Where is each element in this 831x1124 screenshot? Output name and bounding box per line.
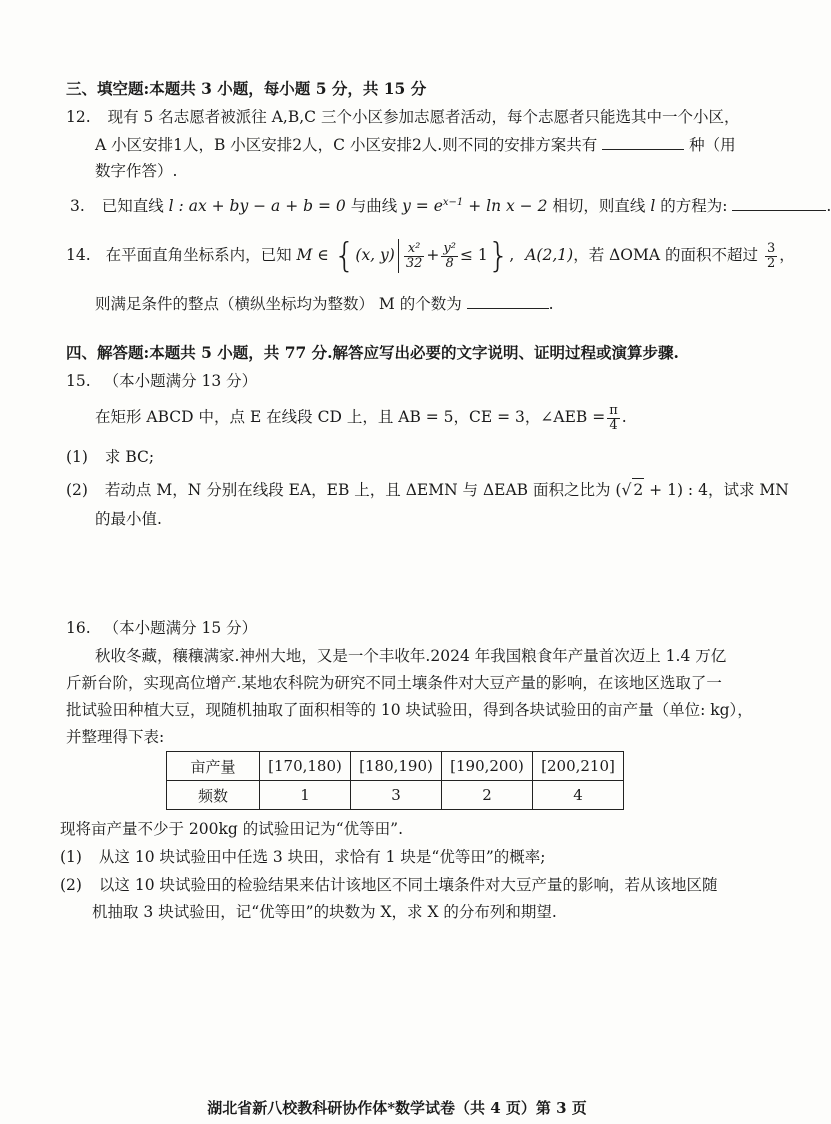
q14-end: . <box>548 295 554 313</box>
q13-end: . <box>826 197 831 216</box>
q16-para-1: 秋收冬藏，穰穰满家.神州大地，又是一个丰收年.2024 年我国粮食年产量首次迈上 1.4 万亿 <box>95 647 727 665</box>
q12-text-2: A 小区安排1人，B 小区安排2人，C 小区安排2人.则不同的安排方案共有 <box>95 136 598 154</box>
table-cell: 4 <box>533 781 624 810</box>
q13-line <box>70 192 831 217</box>
q16-header-line <box>66 617 257 639</box>
table-cell-label: 亩产量 <box>167 752 260 781</box>
table-row <box>167 781 624 810</box>
q13-number: 3. <box>70 197 85 216</box>
left-brace-icon: { <box>333 236 356 276</box>
q14-set-xy: (x, y) <box>355 246 395 264</box>
q15-p1-label: (1) <box>66 448 88 466</box>
table-cell: 2 <box>442 781 533 810</box>
q16-p1-text: 从这 10 块试验田中任选 3 块田，求恰有 1 块是“优等田”的概率; <box>98 848 546 866</box>
q13-l-var: l <box>650 197 656 216</box>
section-3-title: 三、填空题:本题共 3 小题，每小题 5 分，共 15 分 <box>66 79 427 98</box>
q13-text-a: 已知直线 <box>101 197 169 216</box>
q15-number: 15. <box>66 372 91 390</box>
q16-header: （本小题满分 15 分） <box>103 619 258 637</box>
q15-part-2 <box>66 478 789 501</box>
q16-note: 现将亩产量不少于 200kg 的试验田记为“优等田”. <box>60 820 404 838</box>
q13-curve-y: y = e <box>402 197 443 216</box>
q16-p2-line-2: 机抽取 3 块试验田，记“优等田”的块数为 X，求 X 的分布列和期望. <box>92 903 557 921</box>
page-footer: 湖北省新八校教科研协作体*数学试卷（共 4 页）第 3 页 <box>207 1099 587 1117</box>
table-cell: 3 <box>351 781 442 810</box>
q13-answer-blank[interactable] <box>732 194 826 211</box>
q16-part-2 <box>60 874 718 896</box>
table-cell-label: 频数 <box>167 781 260 810</box>
q12-line-3: 数字作答）. <box>95 162 178 180</box>
q15-p1-text: 求 BC; <box>104 448 155 466</box>
q16-number: 16. <box>66 619 91 637</box>
q12-answer-blank[interactable] <box>602 133 684 150</box>
q14-number: 14. <box>66 246 91 264</box>
section-4-title: 四、解答题:本题共 5 小题，共 77 分.解答应写出必要的文字说明、证明过程或演算步骤. <box>66 343 679 362</box>
q15-p2-text-a: 若动点 M，N 分别在线段 EA，EB 上，且 ΔEMN 与 ΔEAB 面积之比为 ( <box>104 481 622 499</box>
q14-frac-2: $\frac{\text{y²}}{8}$ <box>443 240 456 271</box>
q14-frac-3: $\frac{3}{2}$ <box>766 240 776 271</box>
q16-part-1 <box>60 846 546 868</box>
q14-text-c: ， <box>779 246 795 264</box>
right-brace-icon: } <box>487 236 510 276</box>
table-row <box>167 752 624 781</box>
table-cell: [190,200) <box>442 752 533 781</box>
q15-p2-label: (2) <box>66 481 88 499</box>
q12-line-1 <box>66 106 739 128</box>
q16-p1-label: (1) <box>60 848 82 866</box>
q15-header-line <box>66 370 257 392</box>
q12-number: 12. <box>66 108 91 126</box>
table-cell: [200,210] <box>533 752 624 781</box>
q12-text-2-tail: 种（用 <box>689 136 736 154</box>
q16-para-2: 斤新台阶，实现高位增产.某地农科院为研究不同土壤条件对大豆产量的影响，在该地区选取了一 <box>66 674 722 692</box>
q15-p2-text-b: + 1) : 4，试求 MN <box>644 481 789 499</box>
q15-header: （本小题满分 13 分） <box>103 372 258 390</box>
q13-curve-exponent: x−1 <box>442 197 464 208</box>
q15-stem: 在矩形 ABCD 中，点 E 在线段 CD 上，且 AB = 5，CE = 3，∠AEB = <box>95 408 606 426</box>
q13-text-d: 的方程为: <box>655 197 728 216</box>
q16-para-3: 批试验田种植大豆，现随机抽取了面积相等的 10 块试验田，得到各块试验田的亩产量（单位: kg）， <box>66 701 753 719</box>
q13-line-equation: l : ax + by − a + b = 0 <box>168 197 346 216</box>
q16-p2-label: (2) <box>60 876 82 894</box>
q15-angle-frac: $\frac{\pi}{4}$ <box>609 402 618 433</box>
q15-part-1 <box>66 446 154 468</box>
q14-le-one: ≤ 1 <box>459 246 488 264</box>
q15-stem-line <box>95 400 627 436</box>
q14-point-a: A(2,1) <box>525 246 574 264</box>
q14-line-1: 14. 在平面直角坐标系内，已知 M ∈ {(x, y) $\frac{\text{x²}}{32}$ + $\frac{\text{y²}}{8}$ ≤ 1}, A(2,1)，若 ΔOMA 的面积不超过 $\frac{3}{2}$ ， <box>66 236 795 276</box>
sqrt-icon: √ <box>621 481 632 499</box>
q14-text-b: ，若 ΔOMA 的面积不超过 <box>573 246 763 264</box>
set-bar-icon <box>398 239 399 273</box>
q16-para-4: 并整理得下表: <box>66 728 165 746</box>
q14-answer-blank[interactable] <box>467 292 549 309</box>
q12-line-2 <box>95 133 736 156</box>
q12-text-1: 现有 5 名志愿者被派往 A,B,C 三个小区参加志愿者活动，每个志愿者只能选其中一个小区， <box>107 108 740 126</box>
q14-text-line2: 则满足条件的整点（横纵坐标均为整数） M 的个数为 <box>95 295 462 313</box>
q14-line-2 <box>95 292 554 315</box>
table-cell: [180,190) <box>351 752 442 781</box>
q15-stem-end: . <box>621 408 627 426</box>
table-cell: [170,180) <box>260 752 351 781</box>
q15-p2-line-2: 的最小值. <box>95 510 162 528</box>
q14-plus: + <box>426 246 440 264</box>
q14-text-a: 在平面直角坐标系内，已知 <box>105 246 297 264</box>
yield-table <box>166 751 624 810</box>
q13-text-c: 相切，则直线 <box>547 197 651 216</box>
q13-text-b: 与曲线 <box>345 197 403 216</box>
q16-p2-text: 以这 10 块试验田的检验结果来估计该地区不同土壤条件对大豆产量的影响，若从该地区随 <box>98 876 718 894</box>
q14-m-in: M ∈ <box>296 246 329 264</box>
q13-curve-rest: + ln x − 2 <box>463 197 548 216</box>
table-cell: 1 <box>260 781 351 810</box>
q15-p2-sqrt: 2 <box>632 478 644 501</box>
q14-frac-1: $\frac{\text{x²}}{32}$ <box>405 240 423 271</box>
